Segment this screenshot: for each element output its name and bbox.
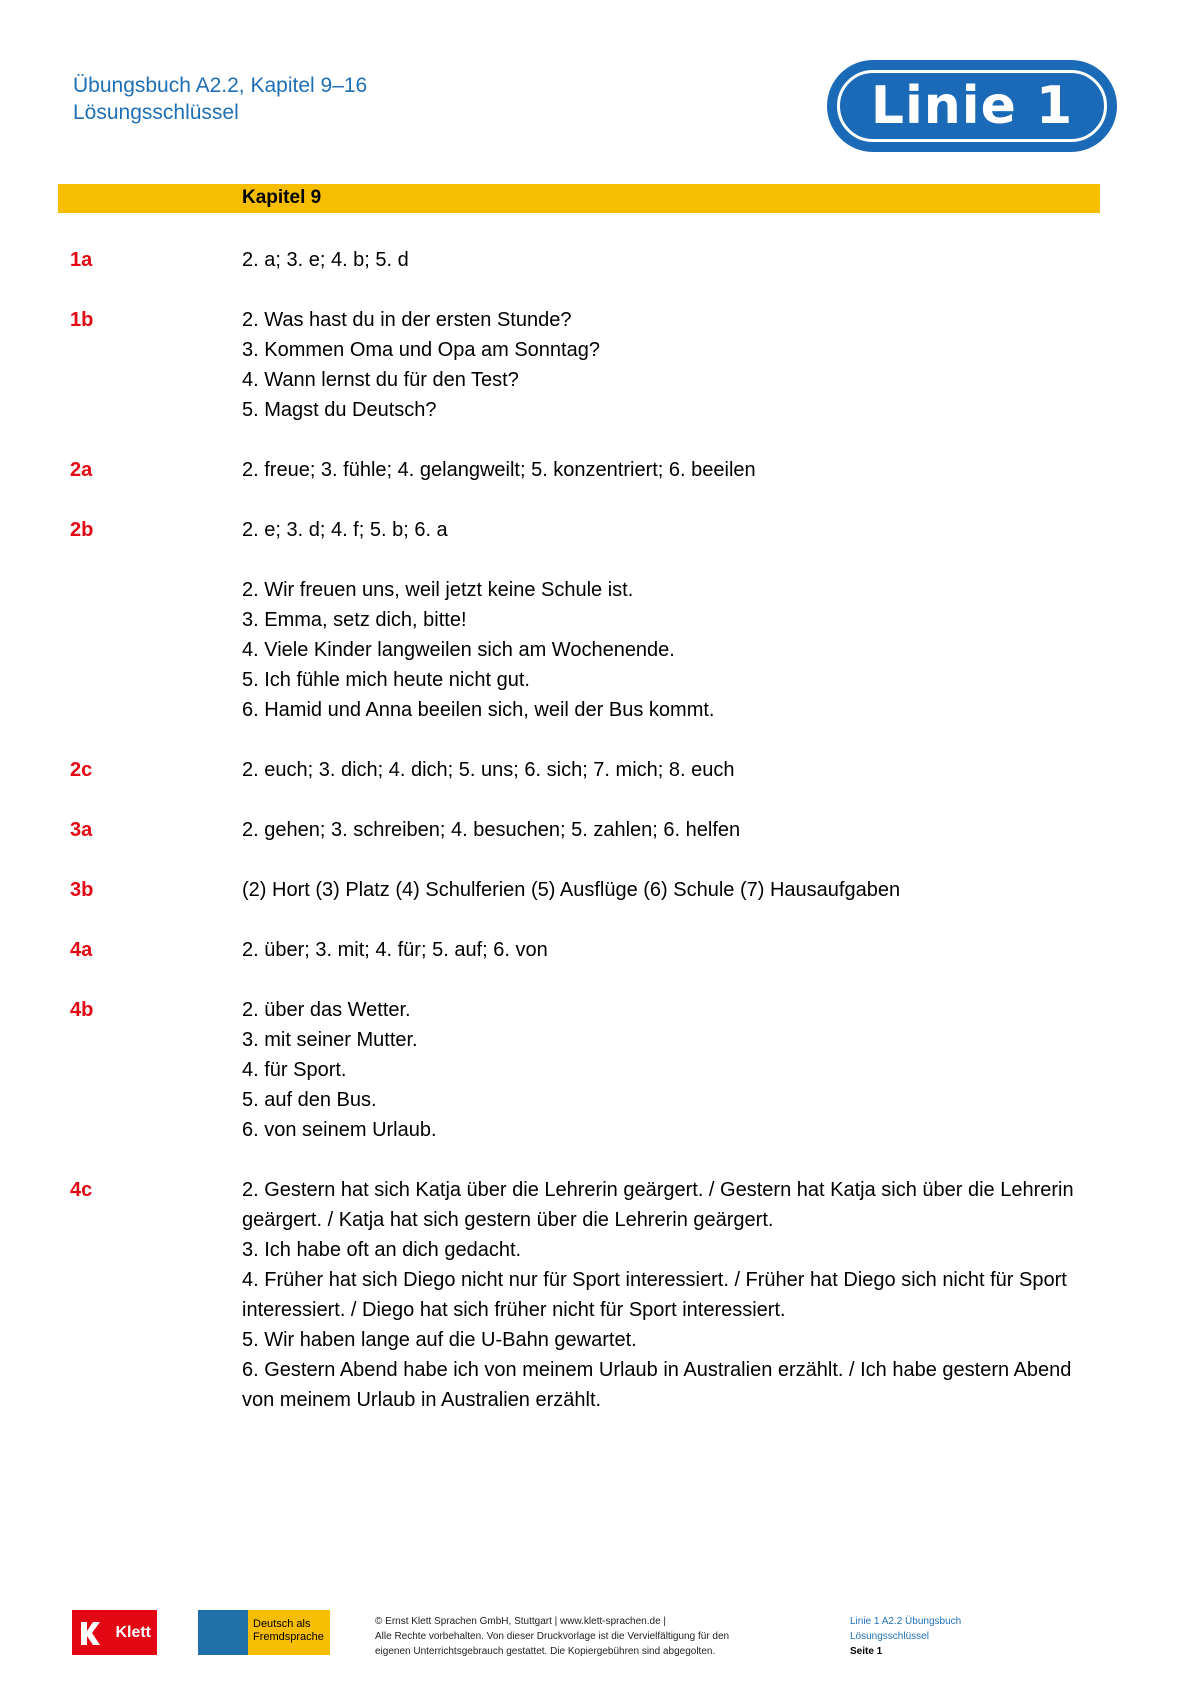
answer-lines xyxy=(242,1175,1092,1415)
answer-block xyxy=(242,245,1092,275)
exercise-label: 3a xyxy=(70,819,93,841)
answer-line: 4. für Sport. xyxy=(242,1059,347,1081)
answer-line: 2. e; 3. d; 4. f; 5. b; 6. a xyxy=(242,519,448,541)
answer-line: 2. Gestern hat sich Katja über die Lehrerin geärgert. / Gestern hat Katja sich über die Lehrerin geärgert. / Katja hat sich gestern über die Lehrerin geärgert. xyxy=(242,1179,1074,1231)
footer xyxy=(0,1600,1200,1670)
legal-line3: eigenen Unterrichtsgebrauch gestattet. Die Kopiergebühren sind abgegolten. xyxy=(375,1646,716,1657)
answer-lines xyxy=(242,875,1092,905)
daf-logo xyxy=(198,1610,330,1655)
answer-block xyxy=(242,515,1092,545)
answer-block xyxy=(242,875,1092,905)
answer-lines xyxy=(242,815,1092,845)
answer-line: 5. Magst du Deutsch? xyxy=(242,399,437,421)
answer-entry xyxy=(0,935,1200,965)
klett-logo xyxy=(72,1610,157,1655)
legal-line2: Alle Rechte vorbehalten. Von dieser Druckvorlage ist die Vervielfältigung für den xyxy=(375,1631,730,1642)
exercise-label: 4b xyxy=(70,999,94,1021)
answer-line: 5. Ich fühle mich heute nicht gut. xyxy=(242,669,530,691)
answer-block xyxy=(242,755,1092,785)
answer-entry xyxy=(0,875,1200,905)
exercise-label: 2a xyxy=(70,459,93,481)
answer-entry xyxy=(0,1175,1200,1415)
answer-line: (2) Hort (3) Platz (4) Schulferien (5) Ausflüge (6) Schule (7) Hausaufgaben xyxy=(242,879,901,901)
logo-text: Linie 1 xyxy=(837,70,1107,142)
answer-lines xyxy=(242,995,1092,1145)
answer-lines xyxy=(242,935,1092,965)
answer-entry xyxy=(0,995,1200,1145)
answer-entry xyxy=(0,455,1200,485)
answer-line: 2. gehen; 3. schreiben; 4. besuchen; 5. zahlen; 6. helfen xyxy=(242,819,741,841)
meta-line2: Lösungsschlüssel xyxy=(850,1631,929,1642)
daf-line2: Fremdsprache xyxy=(253,1631,324,1643)
chapter-title: Kapitel 9 xyxy=(242,187,322,208)
answer-line: 3. Ich habe oft an dich gedacht. xyxy=(242,1239,522,1261)
answer-line: 6. Hamid und Anna beeilen sich, weil der Bus kommt. xyxy=(242,699,715,721)
answer-line: 2. freue; 3. fühle; 4. gelangweilt; 5. konzentriert; 6. beeilen xyxy=(242,459,756,481)
exercise-label: 2c xyxy=(70,759,93,781)
answer-lines xyxy=(242,245,1092,275)
answer-entry xyxy=(0,815,1200,845)
exercise-label: 1b xyxy=(70,309,94,331)
answer-lines xyxy=(242,305,1092,425)
answer-block xyxy=(242,455,1092,485)
answer-block xyxy=(242,575,1092,725)
answer-lines xyxy=(242,455,1092,485)
linie1-logo xyxy=(827,60,1117,152)
exercise-label: 3b xyxy=(70,879,94,901)
answer-block xyxy=(242,935,1092,965)
answer-entry xyxy=(0,305,1200,425)
footer-legal xyxy=(375,1614,795,1659)
exercise-label: 4a xyxy=(70,939,93,961)
header-title-line1: Übungsbuch A2.2, Kapitel 9–16 xyxy=(73,74,368,97)
answer-line: 6. Gestern Abend habe ich von meinem Urlaub in Australien erzählt. / Ich habe gestern Abend von meinem Urlaub in Australien erzählt. xyxy=(242,1359,1072,1411)
meta-line1: Linie 1 A2.2 Übungsbuch xyxy=(850,1616,962,1627)
answer-block xyxy=(242,995,1092,1145)
answer-line: 2. Was hast du in der ersten Stunde? xyxy=(242,309,572,331)
answer-list xyxy=(0,245,1200,1445)
answer-entry xyxy=(0,755,1200,785)
answer-line: 2. a; 3. e; 4. b; 5. d xyxy=(242,249,409,271)
answer-line: 2. über; 3. mit; 4. für; 5. auf; 6. von xyxy=(242,939,548,961)
answer-lines xyxy=(242,755,1092,785)
answer-lines xyxy=(242,515,1092,725)
page-number: Seite 1 xyxy=(850,1646,883,1657)
answer-line: 6. von seinem Urlaub. xyxy=(242,1119,437,1141)
answer-line: 4. Wann lernst du für den Test? xyxy=(242,369,519,391)
answer-line: 4. Früher hat sich Diego nicht nur für Sport interessiert. / Früher hat Diego sich nicht für Sport interessiert. / Diego hat sich früher nicht für Sport interessiert. xyxy=(242,1269,1067,1321)
answer-line: 3. Emma, setz dich, bitte! xyxy=(242,609,467,631)
answer-entry xyxy=(0,515,1200,725)
klett-mark-icon xyxy=(78,1618,104,1648)
answer-block xyxy=(242,815,1092,845)
answer-line: 2. über das Wetter. xyxy=(242,999,411,1021)
answer-line: 2. euch; 3. dich; 4. dich; 5. uns; 6. sich; 7. mich; 8. euch xyxy=(242,759,735,781)
answer-line: 2. Wir freuen uns, weil jetzt keine Schule ist. xyxy=(242,579,634,601)
exercise-label: 1a xyxy=(70,249,93,271)
document-header xyxy=(73,72,367,126)
answer-line: 3. mit seiner Mutter. xyxy=(242,1029,418,1051)
answer-line: 3. Kommen Oma und Opa am Sonntag? xyxy=(242,339,600,361)
answer-line: 5. Wir haben lange auf die U-Bahn gewartet. xyxy=(242,1329,637,1351)
daf-line1: Deutsch als xyxy=(253,1618,311,1630)
answer-line: 5. auf den Bus. xyxy=(242,1089,377,1111)
answer-block xyxy=(242,1175,1092,1415)
footer-meta xyxy=(850,1614,961,1659)
exercise-label: 2b xyxy=(70,519,94,541)
legal-line1: © Ernst Klett Sprachen GmbH, Stuttgart | www.klett-sprachen.de | xyxy=(375,1616,667,1627)
klett-logo-text: Klett xyxy=(115,1623,151,1641)
answer-entry xyxy=(0,245,1200,275)
header-title-line2: Lösungsschlüssel xyxy=(73,101,239,124)
answer-line: 4. Viele Kinder langweilen sich am Wochenende. xyxy=(242,639,675,661)
answer-block xyxy=(242,305,1092,425)
exercise-label: 4c xyxy=(70,1179,93,1201)
chapter-bar xyxy=(58,184,1100,213)
